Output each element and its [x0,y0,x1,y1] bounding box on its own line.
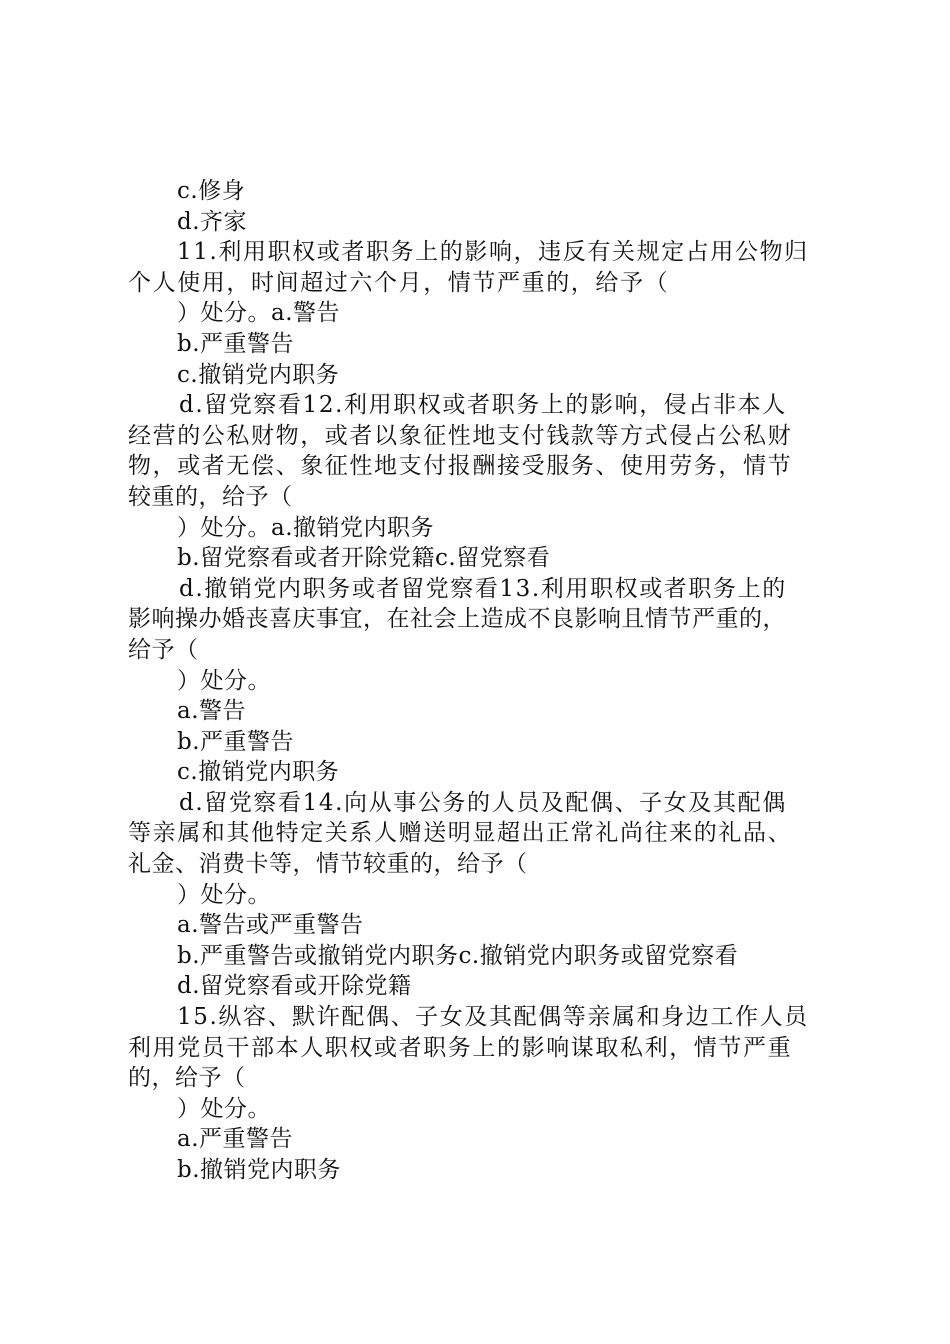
text-line: 的，给予（ [128,1065,246,1092]
text-line: 影响操办婚丧喜庆事宜，在社会上造成不良影响且情节严重的， [128,606,786,633]
text-line: b.撤销党内职务 [177,1157,342,1183]
text-line: 个人使用，时间超过六个月，情节严重的，给予（ [128,269,670,296]
text-line: c.撤销党内职务 [177,759,340,786]
text-line: b.严重警告或撤销党内职务c.撤销党内职务或留党察看 [177,942,739,969]
text-line: a.警告或严重警告 [177,912,364,939]
question-12-line: d.留党察看12.利用职权或者职务上的影响，侵占非本人 [179,392,787,419]
text-line: b.严重警告 [177,728,295,755]
text-line: d.齐家 [177,208,248,235]
text-line: ）处分。a.撤销党内职务 [177,514,435,541]
text-line: ）处分。 [177,1095,271,1122]
text-line: 利用党员干部本人职权或者职务上的影响谋取私利，情节严重 [128,1034,793,1061]
text-line: 等亲属和其他特定关系人赠送明显超出正常礼尚往来的礼品、 [128,820,793,847]
text-line: 经营的公私财物，或者以象征性地支付钱款等方式侵占公私财 [128,422,793,449]
text-line: b.严重警告 [177,330,295,357]
text-line: ）处分。 [177,667,271,694]
text-line: d.留党察看或开除党籍 [177,973,412,1000]
question-14-line: d.留党察看14.向从事公务的人员及配偶、子女及其配偶 [179,789,787,816]
text-line: c.修身 [177,178,246,204]
document-page [128,176,848,1186]
text-line: b.留党察看或者开除党籍c.留党察看 [177,545,551,572]
text-line: ）处分。 [177,881,271,908]
question-11-line: 11.利用职权或者职务上的影响，违反有关规定占用公物归 [177,239,809,266]
question-15-line: 15.纵容、默许配偶、子女及其配偶等亲属和身边工作人员 [177,1004,809,1031]
text-line: 较重的，给予（ [128,483,293,510]
text-line: c.撤销党内职务 [177,361,340,388]
text-line: 给予（ [128,636,199,663]
text-line: a.警告 [177,698,247,725]
text-line: ）处分。a.警告 [177,300,341,327]
question-13-line: d.撤销党内职务或者留党察看13.利用职权或者职务上的 [179,575,787,602]
text-line: 礼金、消费卡等，情节较重的，给予（ [128,851,528,878]
text-line: 物，或者无偿、象征性地支付报酬接受服务、使用劳务，情节 [128,453,793,480]
text-line: a.严重警告 [177,1126,294,1153]
